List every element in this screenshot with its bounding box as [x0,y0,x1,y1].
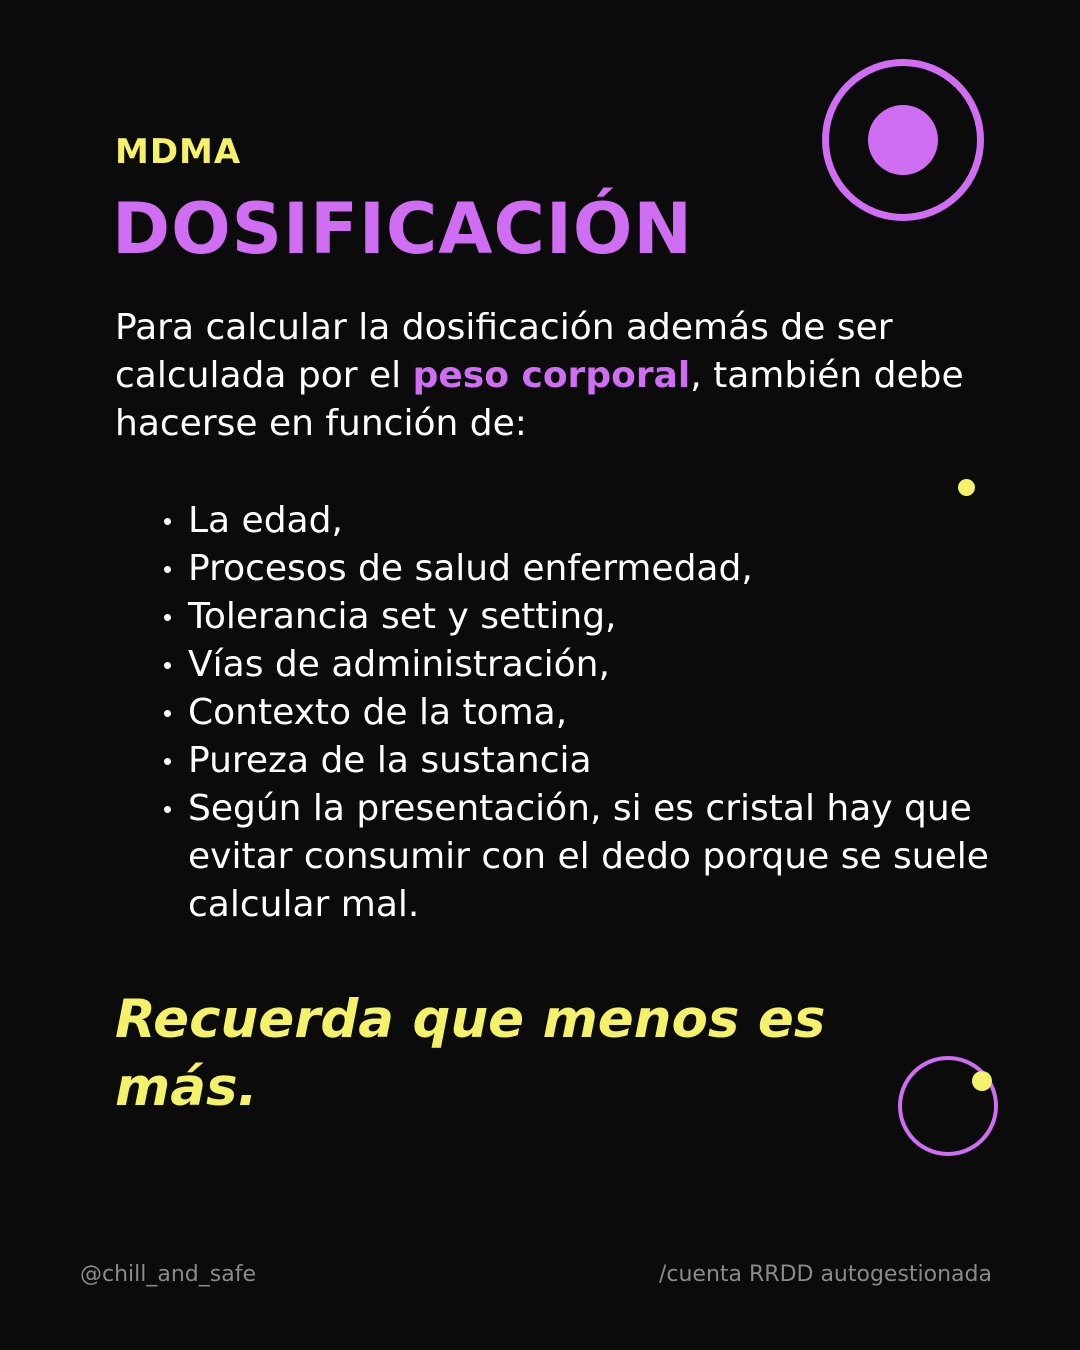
account-handle: @chill_and_safe [80,1262,256,1287]
list-item-text: Procesos de salud enfermedad, [188,548,753,589]
factors-list [160,497,1000,929]
topic-label: MDMA [115,132,242,172]
bullet-icon [164,518,171,525]
intro-text-start: Para calcular la dosificación además de ser calculada por el [115,307,893,396]
bullet-icon [164,566,171,573]
list-item-text: Vías de administración, [188,644,610,685]
list-item-text: Pureza de la sustancia [188,740,592,781]
list-item [160,545,1000,593]
target-core-icon [868,105,938,175]
bullet-icon [164,758,171,765]
list-item [160,785,1000,929]
bullet-icon [164,614,171,621]
intro-text-end: , también debe hacerse en función de: [115,355,964,444]
list-item-text: La edad, [188,500,343,541]
list-item [160,737,1000,785]
list-item-text: Tolerancia set y setting, [188,596,617,637]
list-item-text: Contexto de la toma, [188,692,568,733]
intro-highlight: peso corporal [412,355,691,396]
yellow-dot-icon [958,479,975,496]
reminder-callout: Recuerda que menos es más. [115,989,826,1118]
page-title: DOSIFICACIÓN [112,188,693,270]
account-note: /cuenta RRDD autogestionada [658,1262,992,1287]
bullet-icon [164,806,171,813]
list-item-text: Según la presentación, si es cristal hay que evitar consumir con el dedo porque se suele calcular mal. [188,788,989,925]
bullet-icon [164,710,171,717]
list-item [160,593,1000,641]
intro-paragraph [115,304,975,448]
bullet-icon [164,662,171,669]
list-item [160,641,1000,689]
list-item [160,689,1000,737]
list-item [160,497,1000,545]
orbit-ring-icon [898,1056,998,1156]
target-ring-icon [822,59,984,221]
orbit-dot-icon [972,1071,992,1091]
